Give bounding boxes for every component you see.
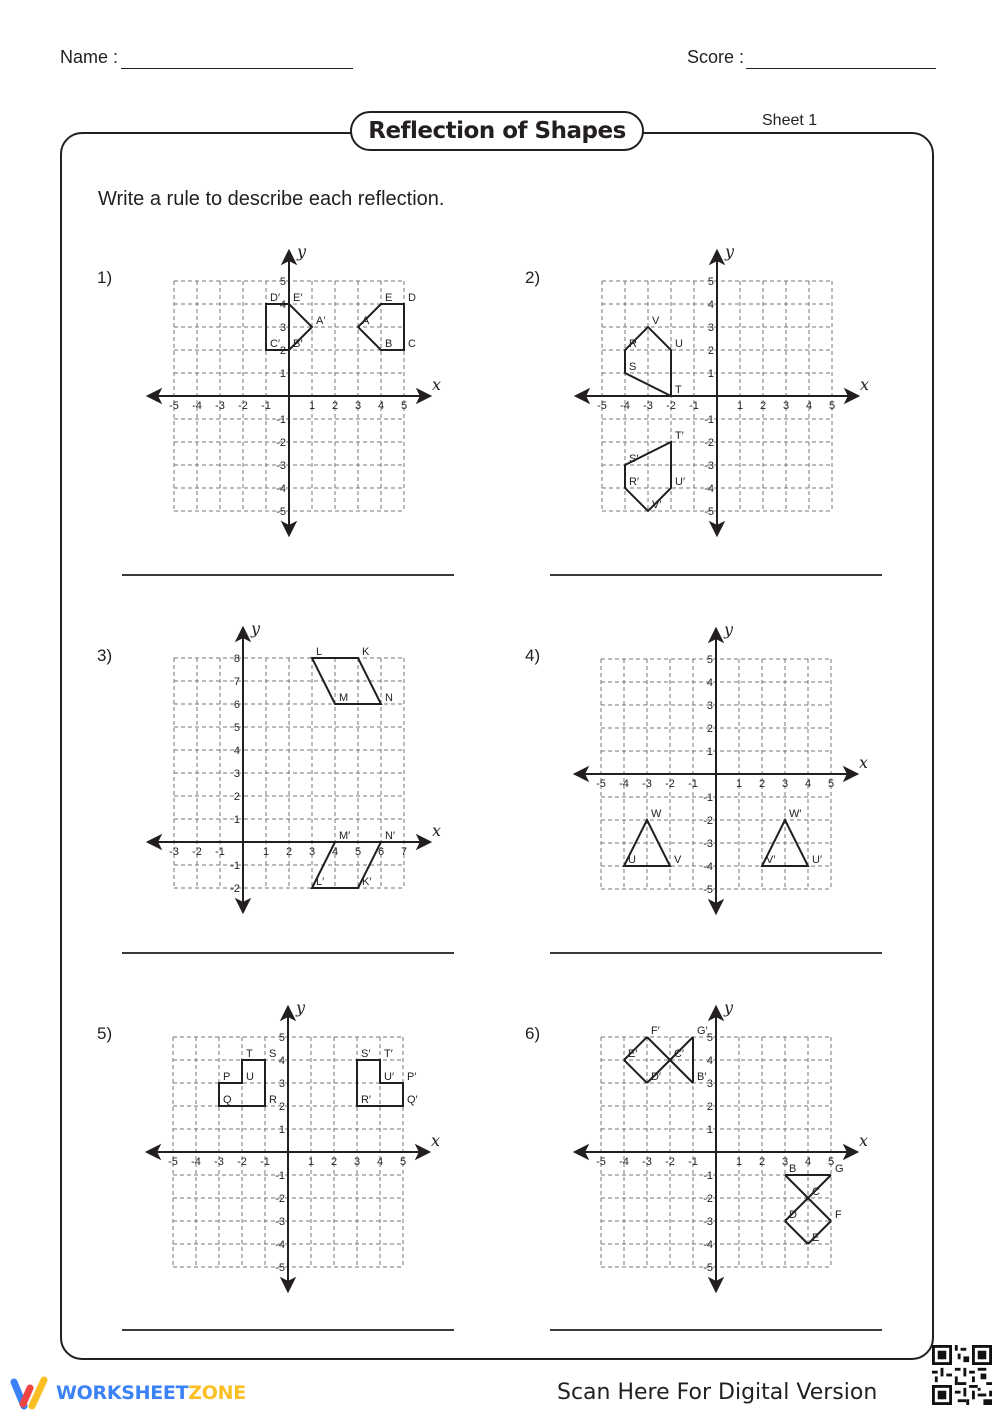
vertex-label: U′ xyxy=(384,1071,395,1083)
vertex-label: R xyxy=(629,338,637,350)
x-axis-label: x xyxy=(859,1131,869,1150)
answer-line-4[interactable] xyxy=(550,952,882,954)
svg-text:1: 1 xyxy=(278,1124,285,1136)
svg-text:4: 4 xyxy=(376,1156,384,1168)
vertex-label: Q xyxy=(223,1094,232,1106)
svg-text:-2: -2 xyxy=(192,846,202,858)
vertex-label: R′ xyxy=(629,476,640,488)
y-axis-label: y xyxy=(725,242,735,261)
problem-number-6: 6) xyxy=(525,1024,541,1043)
shape-original xyxy=(358,292,416,350)
svg-text:-4: -4 xyxy=(275,1239,285,1251)
svg-text:1: 1 xyxy=(706,746,713,758)
vertex-label: U′ xyxy=(812,854,823,866)
svg-text:1: 1 xyxy=(233,814,240,826)
vertex-label: U xyxy=(246,1071,254,1083)
svg-text:-3: -3 xyxy=(642,1156,652,1168)
x-axis-label: x xyxy=(859,753,869,772)
name-label: Name : xyxy=(60,47,119,67)
vertex-label: B xyxy=(789,1163,797,1175)
svg-text:2: 2 xyxy=(706,1101,713,1113)
shape-original xyxy=(624,808,682,866)
svg-text:-1: -1 xyxy=(276,414,286,426)
svg-text:4: 4 xyxy=(706,677,713,689)
svg-text:2: 2 xyxy=(279,345,286,357)
vertex-label: C′ xyxy=(674,1048,685,1060)
svg-text:-5: -5 xyxy=(275,1262,285,1274)
vertex-label: F xyxy=(835,1209,842,1221)
svg-text:-2: -2 xyxy=(276,437,286,449)
axes xyxy=(575,1007,857,1291)
vertex-label: S xyxy=(629,361,637,373)
svg-text:-4: -4 xyxy=(704,483,714,495)
vertex-label: R xyxy=(269,1094,277,1106)
vertex-label: D′ xyxy=(651,1071,662,1083)
svg-text:-2: -2 xyxy=(665,778,675,790)
vertex-label: G xyxy=(835,1163,844,1175)
svg-text:1: 1 xyxy=(279,368,286,380)
svg-text:3: 3 xyxy=(707,322,714,334)
svg-text:7: 7 xyxy=(233,676,240,688)
svg-text:5: 5 xyxy=(827,778,835,790)
svg-text:1: 1 xyxy=(735,1156,743,1168)
vertex-label: P xyxy=(223,1071,231,1083)
svg-text:-3: -3 xyxy=(703,838,713,850)
x-axis-label: x xyxy=(860,375,870,394)
svg-text:-5: -5 xyxy=(597,400,607,412)
vertex-label: E′ xyxy=(293,292,303,304)
vertex-label: U xyxy=(675,338,683,350)
vertex-label: T xyxy=(675,384,682,396)
svg-text:3: 3 xyxy=(354,400,362,412)
svg-text:4: 4 xyxy=(804,1156,812,1168)
svg-text:5: 5 xyxy=(400,400,408,412)
svg-text:4: 4 xyxy=(706,1055,713,1067)
svg-text:1: 1 xyxy=(262,846,270,858)
vertex-label: V′ xyxy=(766,854,776,866)
svg-text:-4: -4 xyxy=(703,1239,713,1251)
svg-text:-2: -2 xyxy=(238,400,248,412)
graph-5 xyxy=(147,998,440,1291)
svg-text:-1: -1 xyxy=(703,1170,713,1182)
shape-image xyxy=(266,292,325,350)
svg-text:-1: -1 xyxy=(275,1170,285,1182)
svg-text:4: 4 xyxy=(331,846,339,858)
svg-text:-5: -5 xyxy=(276,506,286,518)
svg-text:-3: -3 xyxy=(214,1156,224,1168)
svg-text:-5: -5 xyxy=(703,1262,713,1274)
svg-text:3: 3 xyxy=(233,768,240,780)
svg-text:6: 6 xyxy=(233,699,240,711)
svg-text:5: 5 xyxy=(278,1032,285,1044)
svg-text:-1: -1 xyxy=(215,846,225,858)
svg-text:3: 3 xyxy=(278,1078,285,1090)
svg-text:-1: -1 xyxy=(689,400,699,412)
vertex-label: M′ xyxy=(339,830,351,842)
graph-1 xyxy=(148,242,441,535)
vertex-label: R′ xyxy=(361,1094,372,1106)
svg-text:-1: -1 xyxy=(703,792,713,804)
svg-text:2: 2 xyxy=(759,400,767,412)
svg-text:-1: -1 xyxy=(260,1156,270,1168)
vertex-label: M xyxy=(339,692,349,704)
svg-text:2: 2 xyxy=(707,345,714,357)
svg-text:1: 1 xyxy=(706,1124,713,1136)
svg-text:-5: -5 xyxy=(704,506,714,518)
vertex-label: B′ xyxy=(697,1071,707,1083)
vertex-label: U′ xyxy=(675,476,686,488)
vertex-label: L′ xyxy=(316,876,325,888)
graph-2 xyxy=(576,242,869,535)
svg-text:5: 5 xyxy=(233,722,240,734)
vertex-label: E xyxy=(385,292,393,304)
svg-text:6: 6 xyxy=(377,846,385,858)
shape-image xyxy=(625,430,685,511)
vertex-label: V xyxy=(674,854,682,866)
brand-zone: ZONE xyxy=(188,1382,246,1404)
vertex-label: D′ xyxy=(270,292,281,304)
shape-image xyxy=(357,1048,418,1106)
svg-text:1: 1 xyxy=(307,1156,315,1168)
svg-text:7: 7 xyxy=(400,846,408,858)
axes xyxy=(576,251,858,535)
scan-text: Scan Here For Digital Version xyxy=(557,1380,878,1405)
svg-text:-4: -4 xyxy=(619,1156,629,1168)
answer-line-5[interactable] xyxy=(122,1329,454,1331)
problem-number-2: 2) xyxy=(525,268,541,287)
svg-text:-4: -4 xyxy=(191,1156,201,1168)
svg-text:-4: -4 xyxy=(620,400,630,412)
svg-text:4: 4 xyxy=(377,400,385,412)
vertex-label: V xyxy=(652,315,660,327)
vertex-label: D xyxy=(408,292,416,304)
svg-text:-2: -2 xyxy=(666,400,676,412)
vertex-label: N′ xyxy=(385,830,396,842)
answer-line-2[interactable] xyxy=(550,574,882,576)
svg-text:-3: -3 xyxy=(642,778,652,790)
svg-text:-3: -3 xyxy=(703,1216,713,1228)
svg-text:4: 4 xyxy=(233,745,240,757)
tick-labels xyxy=(169,653,407,895)
svg-text:5: 5 xyxy=(828,400,836,412)
y-axis-label: y xyxy=(297,242,307,261)
graph-4 xyxy=(575,620,868,913)
svg-text:1: 1 xyxy=(707,368,714,380)
svg-text:-2: -2 xyxy=(230,883,240,895)
vertex-label: B xyxy=(385,338,393,350)
answer-line-3[interactable] xyxy=(122,952,454,954)
vertex-label: V′ xyxy=(652,499,662,511)
vertex-label: T′ xyxy=(675,430,684,442)
svg-text:2: 2 xyxy=(331,400,339,412)
svg-text:2: 2 xyxy=(330,1156,338,1168)
vertex-label: A xyxy=(362,315,370,327)
shape-image xyxy=(624,1025,708,1083)
qr-code-icon[interactable] xyxy=(932,1343,992,1407)
svg-text:-3: -3 xyxy=(704,460,714,472)
svg-text:4: 4 xyxy=(805,400,813,412)
svg-text:-2: -2 xyxy=(703,815,713,827)
svg-text:-4: -4 xyxy=(703,861,713,873)
vertex-label: Q′ xyxy=(407,1094,418,1106)
svg-text:2: 2 xyxy=(706,723,713,735)
x-axis-label: x xyxy=(432,821,442,840)
svg-text:3: 3 xyxy=(706,1078,713,1090)
shape-image xyxy=(312,830,395,888)
vertex-label: C′ xyxy=(270,338,281,350)
logo-mark-icon xyxy=(10,1376,50,1410)
svg-text:-3: -3 xyxy=(276,460,286,472)
svg-text:3: 3 xyxy=(279,322,286,334)
svg-text:4: 4 xyxy=(279,299,286,311)
axes xyxy=(575,629,857,913)
svg-text:5: 5 xyxy=(279,276,286,288)
svg-text:2: 2 xyxy=(285,846,293,858)
svg-text:-5: -5 xyxy=(596,778,606,790)
svg-text:5: 5 xyxy=(399,1156,407,1168)
svg-text:-3: -3 xyxy=(643,400,653,412)
svg-text:-3: -3 xyxy=(215,400,225,412)
svg-text:5: 5 xyxy=(707,276,714,288)
svg-text:-5: -5 xyxy=(168,1156,178,1168)
problem-number-5: 5) xyxy=(97,1024,113,1043)
svg-text:-2: -2 xyxy=(275,1193,285,1205)
svg-text:1: 1 xyxy=(308,400,316,412)
svg-text:3: 3 xyxy=(353,1156,361,1168)
vertex-label: G′ xyxy=(697,1025,708,1037)
x-axis-label: x xyxy=(431,1131,441,1150)
svg-text:-2: -2 xyxy=(665,1156,675,1168)
svg-text:-1: -1 xyxy=(688,1156,698,1168)
svg-text:3: 3 xyxy=(782,400,790,412)
problem-number-4: 4) xyxy=(525,646,541,665)
vertex-label: S xyxy=(269,1048,277,1060)
graph-6 xyxy=(575,998,868,1291)
vertex-label: W xyxy=(651,808,662,820)
svg-text:-1: -1 xyxy=(688,778,698,790)
y-axis-label: y xyxy=(251,619,261,638)
shape-image xyxy=(762,808,822,866)
vertex-label: E xyxy=(812,1232,820,1244)
svg-text:-1: -1 xyxy=(261,400,271,412)
answer-line-6[interactable] xyxy=(550,1329,882,1331)
worksheetzone-logo[interactable] xyxy=(10,1376,246,1410)
graph-3 xyxy=(148,619,441,912)
svg-text:3: 3 xyxy=(781,1156,789,1168)
y-axis-label: y xyxy=(724,998,734,1017)
svg-text:-2: -2 xyxy=(704,437,714,449)
svg-text:1: 1 xyxy=(736,400,744,412)
vertex-label: T xyxy=(246,1048,253,1060)
svg-text:4: 4 xyxy=(707,299,714,311)
answer-line-1[interactable] xyxy=(122,574,454,576)
svg-text:-5: -5 xyxy=(703,884,713,896)
svg-text:3: 3 xyxy=(781,778,789,790)
vertex-label: K xyxy=(362,646,370,658)
vertex-label: A′ xyxy=(316,315,326,327)
vertex-label: N xyxy=(385,692,393,704)
vertex-label: L xyxy=(316,646,323,658)
vertex-label: E′ xyxy=(628,1048,638,1060)
vertex-label: C xyxy=(408,338,416,350)
svg-text:5: 5 xyxy=(706,1032,713,1044)
vertex-label: B′ xyxy=(293,338,303,350)
svg-text:2: 2 xyxy=(758,778,766,790)
shape-original xyxy=(219,1048,277,1106)
shape-original xyxy=(785,1163,844,1244)
svg-text:2: 2 xyxy=(233,791,240,803)
svg-text:1: 1 xyxy=(735,778,743,790)
brand-worksheet: WORKSHEET xyxy=(56,1382,189,1404)
svg-text:5: 5 xyxy=(706,654,713,666)
problem-number-1: 1) xyxy=(97,268,113,287)
svg-text:-5: -5 xyxy=(596,1156,606,1168)
svg-text:-3: -3 xyxy=(169,846,179,858)
sheet-number: Sheet 1 xyxy=(762,112,818,129)
y-axis-label: y xyxy=(296,998,306,1017)
score-label: Score : xyxy=(687,47,745,67)
svg-text:-1: -1 xyxy=(230,860,240,872)
vertex-label: K′ xyxy=(362,876,372,888)
svg-text:-1: -1 xyxy=(704,414,714,426)
svg-text:-2: -2 xyxy=(703,1193,713,1205)
vertex-label: D xyxy=(789,1209,797,1221)
problem-number-3: 3) xyxy=(97,646,113,665)
svg-text:-4: -4 xyxy=(619,778,629,790)
svg-text:-5: -5 xyxy=(169,400,179,412)
vertex-label: P′ xyxy=(407,1071,417,1083)
svg-text:8: 8 xyxy=(233,653,240,665)
vertex-label: S′ xyxy=(629,453,639,465)
svg-text:-3: -3 xyxy=(275,1216,285,1228)
svg-text:4: 4 xyxy=(278,1055,285,1067)
y-axis-label: y xyxy=(724,620,734,639)
svg-text:5: 5 xyxy=(354,846,362,858)
vertex-label: F′ xyxy=(651,1025,660,1037)
page-title: Reflection of Shapes xyxy=(368,118,626,144)
svg-text:-4: -4 xyxy=(276,483,286,495)
x-axis-label: x xyxy=(432,375,442,394)
svg-text:3: 3 xyxy=(706,700,713,712)
vertex-label: W′ xyxy=(789,808,802,820)
svg-text:5: 5 xyxy=(827,1156,835,1168)
svg-text:3: 3 xyxy=(308,846,316,858)
svg-text:-2: -2 xyxy=(237,1156,247,1168)
svg-text:-4: -4 xyxy=(192,400,202,412)
vertex-label: T′ xyxy=(384,1048,393,1060)
vertex-label: C xyxy=(812,1186,820,1198)
svg-text:2: 2 xyxy=(278,1101,285,1113)
svg-text:2: 2 xyxy=(758,1156,766,1168)
instructions: Write a rule to describe each reflection. xyxy=(98,188,445,210)
vertex-label: S′ xyxy=(361,1048,371,1060)
vertex-label: U xyxy=(628,854,636,866)
svg-text:4: 4 xyxy=(804,778,812,790)
